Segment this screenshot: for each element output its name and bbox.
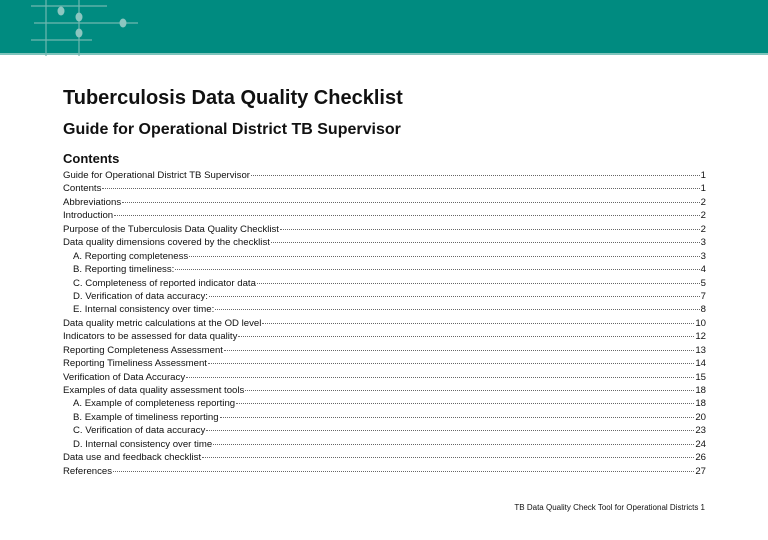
- toc-leader-dots: [122, 202, 700, 203]
- logo-graphic-icon: [0, 0, 150, 56]
- toc-leader-dots: [114, 215, 700, 216]
- toc-page-number: 20: [695, 411, 706, 423]
- toc-page-number: 5: [700, 277, 706, 289]
- toc-entry[interactable]: [63, 303, 706, 316]
- toc-entry-label: Reporting Timeliness Assessment: [63, 358, 207, 370]
- toc-page-number: 26: [695, 452, 706, 464]
- toc-page-number: 8: [700, 304, 706, 316]
- toc-entry-label: Reporting Completeness Assessment: [63, 344, 223, 356]
- toc-entry[interactable]: [63, 371, 706, 384]
- toc-page-number: 18: [695, 398, 706, 410]
- toc-page-number: 1: [700, 170, 706, 181]
- toc-entry-label: D. Internal consistency over time: [73, 438, 213, 450]
- toc-page-number: 2: [700, 223, 706, 235]
- toc-leader-dots: [206, 430, 694, 431]
- toc-entry-label: Examples of data quality assessment tools: [63, 385, 245, 396]
- toc-leader-dots: [280, 229, 700, 230]
- toc-entry-label: Data quality metric calculations at the OD level: [63, 317, 262, 329]
- toc-leader-dots: [236, 403, 694, 404]
- toc-leader-dots: [262, 323, 694, 324]
- toc-entry[interactable]: [63, 236, 706, 249]
- toc-entry-label: A. Example of completeness reporting: [73, 398, 236, 410]
- toc-entry[interactable]: [63, 465, 706, 478]
- toc-entry[interactable]: [63, 451, 706, 464]
- toc-entry[interactable]: [63, 344, 706, 357]
- toc-entry-label: Data quality dimensions covered by the checklist: [63, 237, 270, 249]
- toc-entry[interactable]: [63, 263, 706, 276]
- toc-page-number: 2: [700, 196, 706, 208]
- contents-heading: Contents: [63, 151, 120, 166]
- toc-entry[interactable]: [63, 317, 706, 330]
- toc-leader-dots: [271, 242, 700, 243]
- table-of-contents: [63, 169, 706, 478]
- toc-leader-dots: [251, 175, 700, 176]
- toc-page-number: 12: [695, 331, 706, 343]
- toc-page-number: 23: [695, 425, 706, 437]
- toc-leader-dots: [102, 188, 699, 189]
- toc-page-number: 18: [695, 385, 706, 396]
- toc-entry-label: Indicators to be assessed for data quality: [63, 331, 238, 343]
- toc-entry-label: D. Verification of data accuracy:: [73, 290, 208, 302]
- toc-leader-dots: [215, 309, 699, 310]
- toc-leader-dots: [245, 390, 694, 391]
- toc-leader-dots: [186, 377, 694, 378]
- toc-entry-label: E. Internal consistency over time:: [73, 304, 215, 316]
- toc-page-number: 1: [700, 183, 706, 195]
- toc-leader-dots: [238, 336, 694, 337]
- toc-leader-dots: [175, 269, 699, 270]
- toc-entry-label: Verification of Data Accuracy: [63, 371, 186, 383]
- toc-page-number: 3: [700, 237, 706, 249]
- toc-leader-dots: [208, 363, 694, 364]
- toc-entry-label: Introduction: [63, 210, 114, 222]
- toc-entry[interactable]: [63, 384, 706, 397]
- toc-page-number: 7: [700, 290, 706, 302]
- page-footer: TB Data Quality Check Tool for Operational Districts 1: [514, 503, 705, 512]
- toc-entry-label: A. Reporting completeness: [73, 250, 189, 262]
- document-subtitle: Guide for Operational District TB Supervisor: [63, 121, 401, 138]
- toc-entry-label: C. Completeness of reported indicator data: [73, 277, 256, 289]
- toc-entry[interactable]: [63, 196, 706, 209]
- toc-entry[interactable]: [63, 357, 706, 370]
- toc-entry-label: Purpose of the Tuberculosis Data Quality Checklist: [63, 223, 279, 235]
- document-title: Tuberculosis Data Quality Checklist: [63, 87, 403, 109]
- toc-leader-dots: [213, 444, 694, 445]
- toc-page-number: 4: [700, 264, 706, 276]
- toc-leader-dots: [209, 296, 700, 297]
- toc-page-number: 10: [695, 317, 706, 329]
- toc-entry[interactable]: [63, 397, 706, 410]
- toc-entry-label: B. Example of timeliness reporting: [73, 411, 219, 423]
- toc-leader-dots: [257, 283, 700, 284]
- toc-entry-label: Data use and feedback checklist: [63, 452, 202, 464]
- toc-entry[interactable]: [63, 290, 706, 303]
- toc-entry[interactable]: [63, 330, 706, 343]
- toc-leader-dots: [220, 417, 695, 418]
- toc-leader-dots: [189, 256, 699, 257]
- toc-page-number: 3: [700, 250, 706, 262]
- toc-entry[interactable]: [63, 223, 706, 236]
- toc-leader-dots: [224, 350, 694, 351]
- toc-entry-label: Contents: [63, 183, 102, 195]
- toc-entry-label: B. Reporting timeliness:: [73, 264, 175, 276]
- toc-entry-label: References: [63, 465, 113, 477]
- toc-entry[interactable]: [63, 277, 706, 290]
- toc-page-number: 13: [695, 344, 706, 356]
- toc-leader-dots: [202, 457, 694, 458]
- toc-leader-dots: [113, 471, 694, 472]
- toc-entry[interactable]: [63, 250, 706, 263]
- toc-entry[interactable]: [63, 424, 706, 437]
- toc-page-number: 27: [695, 465, 706, 477]
- toc-page-number: 2: [700, 210, 706, 222]
- toc-entry[interactable]: [63, 182, 706, 195]
- toc-page-number: 14: [695, 358, 706, 370]
- toc-page-number: 24: [695, 438, 706, 450]
- toc-entry-label: Guide for Operational District TB Supervisor: [63, 170, 250, 181]
- toc-entry[interactable]: [63, 169, 706, 182]
- toc-entry-label: C. Verification of data accuracy: [73, 425, 206, 437]
- toc-entry[interactable]: [63, 209, 706, 222]
- toc-page-number: 15: [695, 371, 706, 383]
- toc-entry[interactable]: [63, 438, 706, 451]
- toc-entry[interactable]: [63, 411, 706, 424]
- toc-entry-label: Abbreviations: [63, 196, 122, 208]
